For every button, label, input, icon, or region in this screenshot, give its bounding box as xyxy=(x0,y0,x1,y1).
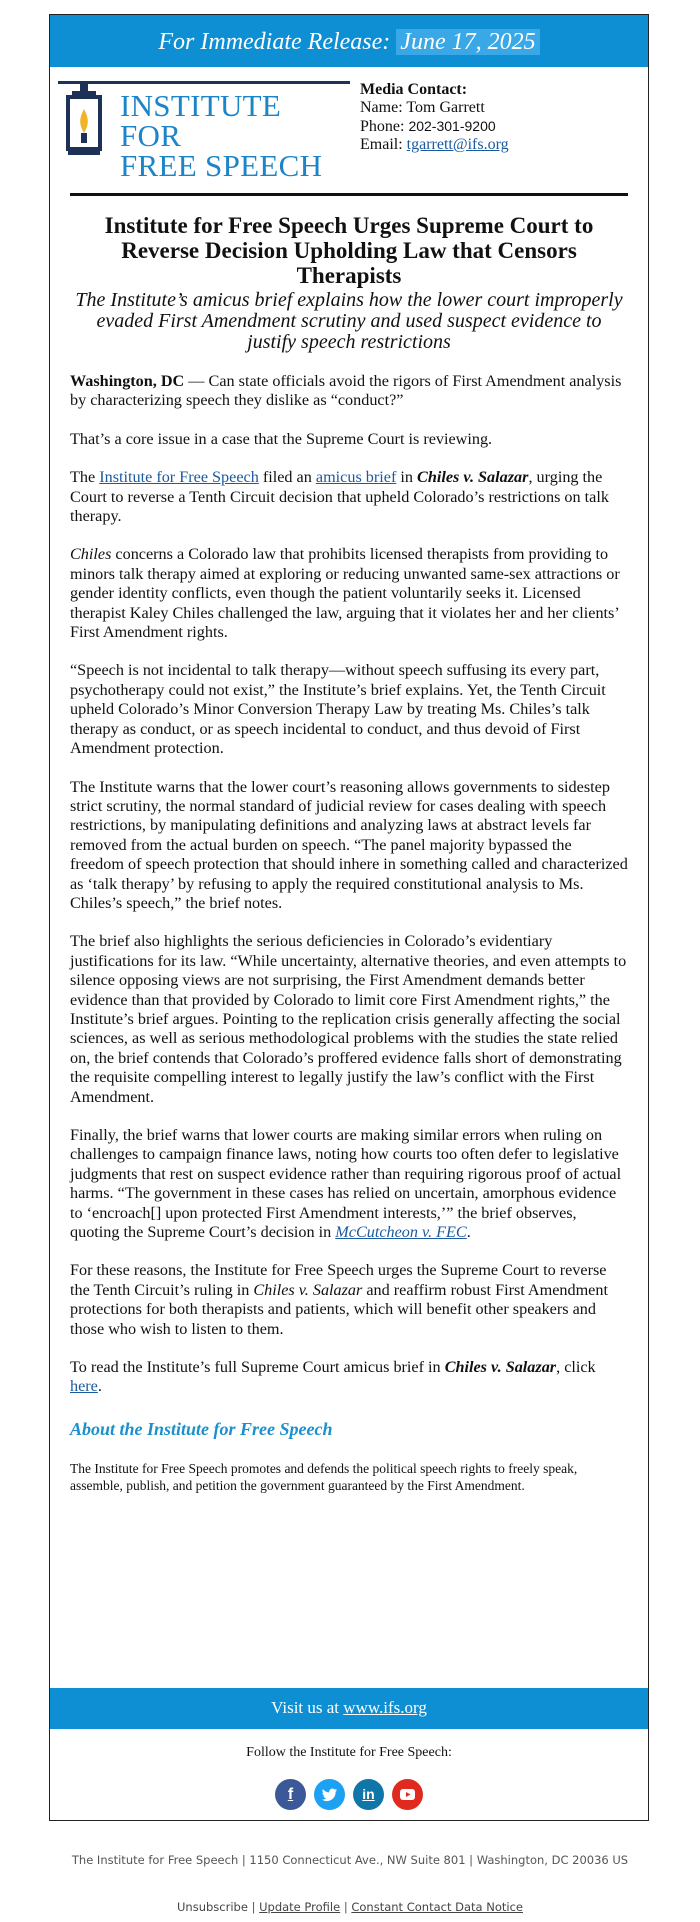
p3-text-d: , urging the Court to reverse a Tenth Circuit decision that upheld Colorado’s restrictions on talk therapy. xyxy=(70,468,609,526)
header-divider xyxy=(70,193,628,196)
contact-email-label: Email: xyxy=(360,136,403,153)
case-name: Chiles v. Salazar xyxy=(417,468,529,487)
brief-here-link[interactable]: here xyxy=(70,1377,98,1396)
about-heading: About the Institute for Free Speech xyxy=(70,1418,333,1439)
about-body: The Institute for Free Speech promotes and defends the political speech rights to freely speak, assemble, publish, and petition the government guaranteed by the First Amendment. xyxy=(70,1460,578,1493)
paragraph-7: The brief also highlights the serious deficiencies in Colorado’s evidentiary justifications for its law. “While uncertainty, alternative theories, and even attempts to silence opposing views are not surprising, the First Amendment demands better evidence than that provided by Colorado to limit core First Amendment rights,” the Institute’s brief argues. Pointing to the replication crisis generally affecting the social sciences, as well as serious methodological problems with the studies the state relied on, the brief contends that Colorado’s proffered evidence falls short of demonstrating the requisite compelling interest to legally justify the law’s conflict with the First Amendment. xyxy=(70,932,627,1106)
case-name: Chiles v. Salazar xyxy=(444,1358,557,1377)
constant-contact-link[interactable]: Constant Contact Data Notice xyxy=(351,1900,523,1914)
logo-wordmark xyxy=(120,88,350,183)
twitter-icon[interactable] xyxy=(314,1779,345,1810)
social-icons xyxy=(50,1779,648,1810)
logo-line2: FREE SPEECH xyxy=(120,148,323,183)
youtube-icon[interactable] xyxy=(392,1779,423,1810)
paragraph-10 xyxy=(70,1358,628,1397)
release-banner xyxy=(50,15,648,67)
follow-text: Follow the Institute for Free Speech: xyxy=(246,1745,452,1760)
p3-text-a: The xyxy=(70,468,100,487)
release-date: June 17, 2025 xyxy=(396,29,539,55)
facebook-icon[interactable]: f xyxy=(275,1779,306,1810)
p3-text-c: in xyxy=(396,468,418,487)
paragraph-1-text: — Can state officials avoid the rigors of First Amendment analysis by characterizing speech they dislike as “conduct?” xyxy=(70,372,622,410)
p9-text-b: and reaffirm robust First Amendment protections for both therapists and patients, which will benefit other speakers and those who wish to listen to them. xyxy=(70,1280,608,1338)
paragraph-1 xyxy=(70,372,628,411)
linkedin-icon[interactable]: in xyxy=(353,1779,384,1810)
footer-address: The Institute for Free Speech | 1150 Connecticut Ave., NW Suite 801 | Washington, DC 20036 US xyxy=(71,1853,629,1867)
newsletter-card xyxy=(49,14,649,1821)
p9-text-a: For these reasons, the Institute for Free Speech urges the Supreme Court to reverse the Tenth Circuit’s ruling in xyxy=(70,1261,607,1299)
article-body xyxy=(70,213,628,1494)
contact-heading: Media Contact: xyxy=(360,81,468,98)
header-row xyxy=(50,67,648,185)
p8-text-a: Finally, the brief warns that lower courts are making similar errors when ruling on challenges to campaign finance laws, noting how courts too often defer to legislative judgments that rest on suspect evidence rather than requiring rigorous proof of actual harms. “The government in these cases has relied on uncertain, amorphous evidence to ‘encroach[] upon protected First Amendment interests,’” the brief observes, quoting the Supreme Court’s decision in xyxy=(70,1126,622,1242)
p10-text-c: . xyxy=(97,1377,102,1396)
footer-separator: | xyxy=(343,1900,348,1914)
p8-text-b: . xyxy=(466,1223,471,1242)
update-profile-link[interactable]: Update Profile xyxy=(259,1900,341,1914)
paragraph-9 xyxy=(70,1261,628,1339)
logo-line1: INSTITUTE FOR xyxy=(120,88,282,153)
paragraph-3 xyxy=(70,468,628,526)
mccutcheon-link[interactable]: McCutcheon v. FEC xyxy=(335,1223,467,1242)
visit-banner xyxy=(50,1688,648,1729)
contact-email-link[interactable]: tgarrett@ifs.org xyxy=(406,136,509,153)
paragraph-6: The Institute warns that the lower court’s reasoning allows governments to sidestep strict scrutiny, the normal standard of judicial review for cases dealing with speech restrictions, by manipulating definitions and analyzing laws at abstract levels far removed from the actual burden on speech. “The panel majority bypassed the freedom of speech protection that should inhere in something called and characterized as ‘talk therapy’ by refusing to apply the required constitutional analysis to Ms. Chiles’s speech,” the brief notes. xyxy=(70,777,628,912)
contact-name: Tom Garrett xyxy=(406,99,485,116)
paragraph-5: “Speech is not incidental to talk therapy—without speech suffusing its every part, psychotherapy could not exist,” the Institute’s brief explains. Yet, the Tenth Circuit upheld Colorado’s Minor Conversion Therapy Law by treating Ms. Chiles’s talk therapy as conduct, or as speech incidental to conduct, and thus devoid of First Amendment protection. xyxy=(70,661,606,758)
p4-text: concerns a Colorado law that prohibits licensed therapists from providing to minors talk therapy aimed at exploring or reducing unwanted same-sex attractions or gender identity conflicts, even though the patient voluntarily seeks it. Licensed therapist Kaley Chiles challenged the law, arguing that it violates her and her clients’ First Amendment rights. xyxy=(70,545,620,642)
contact-name-label: Name: xyxy=(360,99,403,116)
ifs-link[interactable]: Institute for Free Speech xyxy=(99,468,259,487)
case-short-name: Chiles xyxy=(70,545,112,564)
p3-text-b: filed an xyxy=(258,468,316,487)
paragraph-4 xyxy=(70,545,628,642)
article-subtitle: The Institute’s amicus brief explains how the lower court improperly evaded First Amendment scrutiny and used suspect evidence to justify speech restrictions xyxy=(75,289,623,353)
amicus-brief-link[interactable]: amicus brief xyxy=(315,468,397,487)
paragraph-8 xyxy=(70,1126,628,1242)
ifs-logo[interactable] xyxy=(58,79,350,183)
p10-text-a: To read the Institute’s full Supreme Court amicus brief in xyxy=(70,1358,445,1377)
contact-phone: 202-301-9200 xyxy=(408,118,496,134)
contact-phone-label: Phone: xyxy=(360,118,405,135)
unsubscribe-link[interactable]: Unsubscribe xyxy=(177,1900,248,1914)
case-name: Chiles v. Salazar xyxy=(253,1280,363,1299)
release-prefix: For Immediate Release: xyxy=(158,29,391,55)
media-contact xyxy=(360,81,509,154)
footer-links xyxy=(0,1900,700,1914)
paragraph-2: That’s a core issue in a case that the Supreme Court is reviewing. xyxy=(70,429,493,448)
article-title: Institute for Free Speech Urges Supreme Court to Reverse Decision Upholding Law that Censors Therapists xyxy=(104,213,594,288)
lantern-icon xyxy=(58,79,110,169)
visit-prefix: Visit us at xyxy=(271,1698,340,1717)
website-link[interactable]: www.ifs.org xyxy=(343,1698,427,1717)
p10-text-b: , click xyxy=(556,1358,596,1377)
dateline: Washington, DC xyxy=(70,372,185,390)
footer-separator: | xyxy=(251,1900,256,1914)
